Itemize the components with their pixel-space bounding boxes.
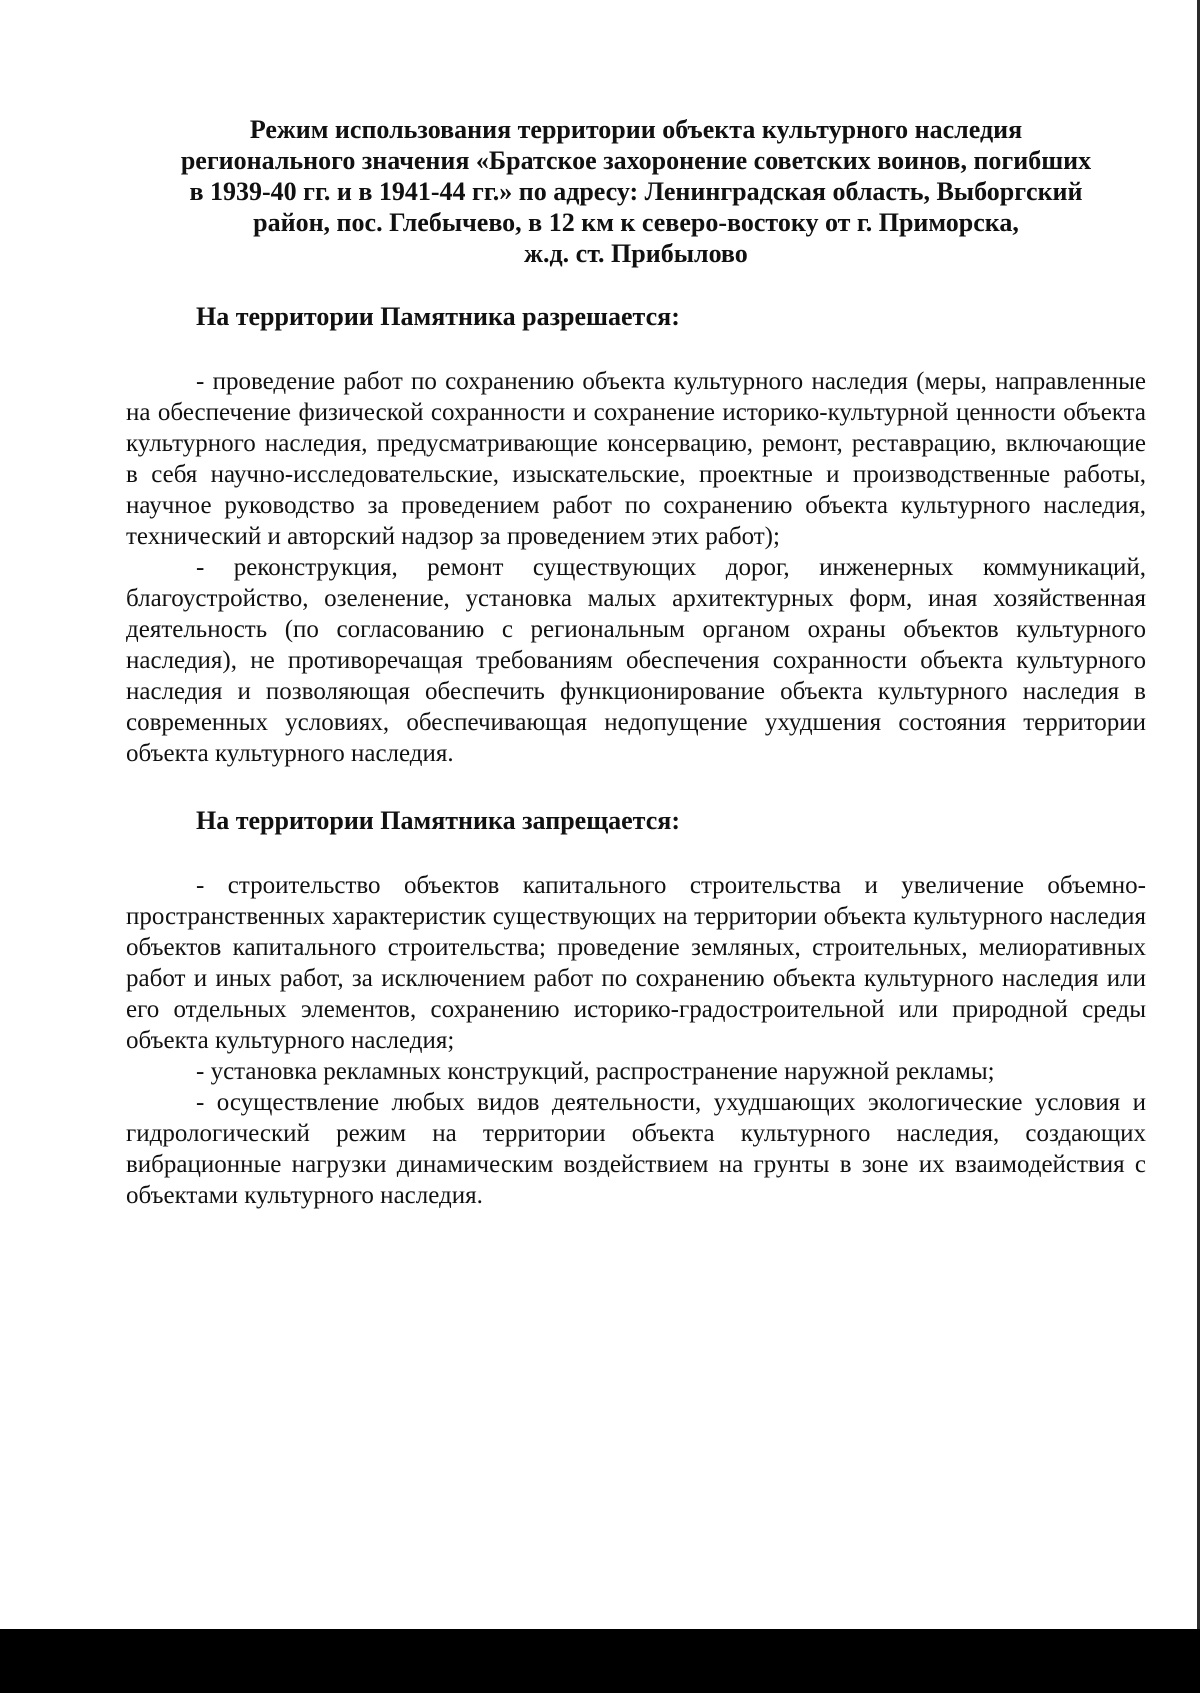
allowed-heading: На территории Памятника разрешается: (196, 302, 680, 331)
title-line: в 1939-40 гг. и в 1941-44 гг.» по адресу: Ленинградская область, Выборгский (189, 177, 1083, 206)
forbidden-item: - строительство объектов капитального строительства и увеличение объемно-пространственных характеристик существующих на территории объекта культурного наследия объектов капитального строительства; проведение земляных, строительных, мелиоративных работ и иных работ, за исключением работ по сохранению объекта культурного наследия или его отдельных элементов, сохранению историко-градостроительной или природной среды объекта культурного наследия; (126, 872, 1146, 1054)
title-line: район, пос. Глебычево, в 12 км к северо-востоку от г. Приморска, (253, 208, 1019, 237)
forbidden-heading: На территории Памятника запрещается: (196, 806, 681, 835)
forbidden-list (126, 870, 1146, 1211)
forbidden-item: - установка рекламных конструкций, распространение наружной рекламы; (196, 1058, 995, 1085)
document-page (126, 114, 1146, 1211)
allowed-item: - реконструкция, ремонт существующих дорог, инженерных коммуникаций, благоустройство, озеленение, установка малых архитектурных форм, иная хозяйственная деятельность (по согласованию с региональным органом охраны объектов культурного наследия), не противоречащая требованиям обеспечения сохранности объекта культурного наследия и позволяющая обеспечить функционирование объекта культурного наследия в современных условиях, обеспечивающая недопущение ухудшения состояния территории объекта культурного наследия. (126, 554, 1146, 767)
forbidden-item: - осуществление любых видов деятельности, ухудшающих экологические условия и гидрологический режим на территории объекта культурного наследия, создающих вибрационные нагрузки динамическим воздействием на грунты в зоне их взаимодействия с объектами культурного наследия. (126, 1089, 1146, 1209)
allowed-list (126, 366, 1146, 769)
document-title (126, 114, 1146, 269)
scan-edge-bottom (0, 1629, 1200, 1693)
title-line: регионального значения «Братское захоронение советских воинов, погибших (180, 146, 1092, 175)
title-line: ж.д. ст. Прибылово (524, 239, 748, 268)
allowed-item: - проведение работ по сохранению объекта культурного наследия (меры, направленные на обеспечение физической сохранности и сохранение историко-культурной ценности объекта культурного наследия, предусматривающие консервацию, ремонт, реставрацию, включающие в себя научно-исследовательские, изыскательские, проектные и производственные работы, научное руководство за проведением работ по сохранению объекта культурного наследия, технический и авторский надзор за проведением этих работ); (126, 368, 1146, 550)
title-line: Режим использования территории объекта культурного наследия (249, 115, 1023, 144)
